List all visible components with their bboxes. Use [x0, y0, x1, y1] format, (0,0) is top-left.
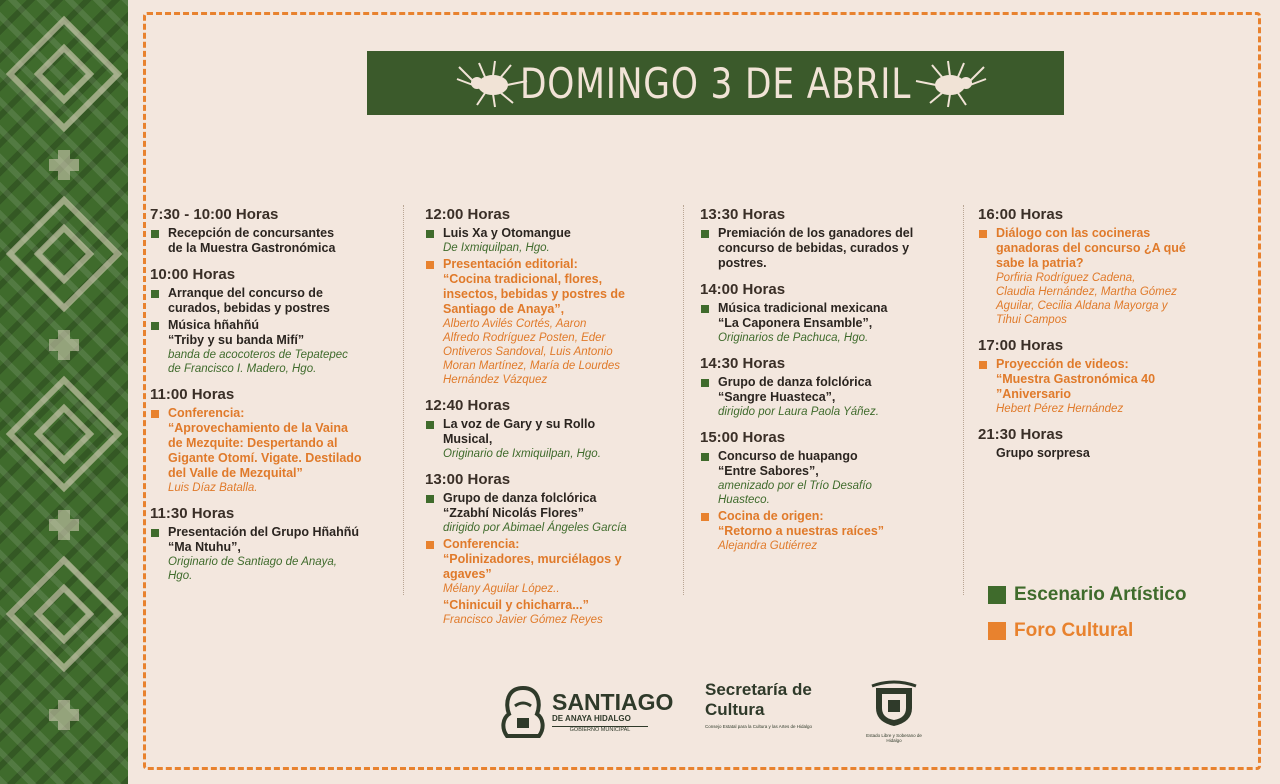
event-title-line: Conferencia: — [443, 537, 520, 551]
event-detail-line: Originario de Santiago de Anaya, — [168, 556, 337, 568]
schedule-event — [425, 257, 680, 387]
schedule-event — [700, 449, 955, 507]
event-title-line: curados, bebidas y postres — [168, 301, 330, 315]
event-title-line: “Polinizadores, murciélagos y — [443, 552, 622, 566]
category-square-icon — [701, 513, 709, 521]
schedule-event — [150, 525, 395, 583]
event-detail-line: de Francisco I. Madero, Hgo. — [168, 363, 317, 375]
schedule-event — [978, 226, 1233, 327]
event-title-line: “Zzabhí Nicolás Flores” — [443, 506, 585, 520]
event-title-line: Concurso de huapango — [718, 449, 858, 463]
schedule-event — [700, 509, 955, 553]
event-detail-line: Hernández Vázquez — [443, 374, 548, 386]
event-title-line: Recepción de concursantes — [168, 226, 335, 240]
event-detail-line: Alberto Avilés Cortés, Aaron — [443, 318, 587, 330]
event-title-line: concurso de bebidas, curados y — [718, 241, 910, 255]
coat-of-arms-icon — [868, 680, 920, 728]
category-square-icon — [701, 305, 709, 313]
time-heading: 13:00 Horas — [425, 471, 511, 488]
schedule-column-3 — [700, 200, 955, 553]
event-detail-line: Mélany Aguilar López.. — [443, 583, 560, 595]
event-detail-line: amenizado por el Trío Desafío — [718, 480, 872, 492]
event-title-line: “La Caponera Ensamble”, — [718, 316, 873, 330]
event-title-line: “Entre Sabores”, — [718, 464, 819, 478]
event-detail-line: Originarios de Pachuca, Hgo. — [718, 332, 869, 344]
cultura-small-text: Consejo Estatal para la Cultura y las Artes de Hidalgo — [705, 724, 813, 729]
category-square-icon — [426, 261, 434, 269]
category-square-icon — [701, 379, 709, 387]
event-title-line: Conferencia: — [168, 406, 245, 420]
event-title-line: Premiación de los ganadores del — [718, 226, 914, 240]
category-square-icon — [151, 230, 159, 238]
event-title-line: Grupo sorpresa — [996, 446, 1090, 460]
event-title-line: “Retorno a nuestras raíces” — [718, 524, 885, 538]
time-heading: 13:30 Horas — [700, 206, 786, 223]
category-square-icon — [426, 421, 434, 429]
cultura-text: Cultura — [705, 700, 765, 719]
event-detail-line: Hgo. — [168, 570, 193, 582]
schedule-event — [978, 446, 1233, 461]
event-detail-line: Claudia Hernández, Martha Gómez — [996, 286, 1177, 298]
event-detail-line: Alfredo Rodríguez Posten, Eder — [443, 332, 606, 344]
category-square-icon — [151, 290, 159, 298]
category-square-icon — [701, 453, 709, 461]
event-title-line: Música hñahñú — [168, 318, 259, 332]
schedule-event — [425, 417, 680, 461]
title-banner — [367, 51, 1064, 115]
event-title-line: La voz de Gary y su Rollo — [443, 417, 596, 431]
event-title-line: Musical, — [443, 432, 493, 446]
time-heading: 12:40 Horas — [425, 397, 511, 414]
event-title-line: “Cocina tradicional, flores, — [443, 272, 603, 286]
event-title-line: sabe la patria? — [996, 256, 1084, 270]
category-square-icon — [151, 322, 159, 330]
event-title-line: de Mezquite: Despertando al — [168, 436, 338, 450]
event-title-line: Grupo de danza folclórica — [718, 375, 872, 389]
event-title-line: de la Muestra Gastronómica — [168, 241, 336, 255]
time-heading: 17:00 Horas — [978, 337, 1064, 354]
time-heading: 11:00 Horas — [150, 386, 235, 403]
legend-label: Foro Cultural — [1014, 620, 1134, 641]
event-title-line: Santiago de Anaya”, — [443, 302, 565, 316]
schedule-event — [978, 357, 1233, 416]
category-square-icon — [151, 529, 159, 537]
schedule-event — [425, 226, 680, 255]
schedule-event — [150, 286, 395, 316]
event-detail-line: Huasteco. — [718, 494, 770, 506]
schedule-event — [425, 491, 680, 535]
event-detail-line: Francisco Javier Gómez Reyes — [443, 614, 603, 626]
category-square-icon — [426, 230, 434, 238]
diamond-pattern-icon — [0, 0, 128, 784]
legend-swatch — [988, 586, 1006, 604]
event-title-line: Proyección de videos: — [996, 357, 1129, 371]
event-detail-line: dirigido por Abimael Ángeles García — [443, 522, 627, 534]
event-detail-line: Hebert Pérez Hernández — [996, 403, 1124, 415]
event-detail-line: dirigido por Laura Paola Yáñez. — [718, 406, 879, 418]
event-title-line: Cocina de origen: — [718, 509, 824, 523]
time-heading: 10:00 Horas — [150, 266, 236, 283]
column-divider — [963, 205, 964, 595]
event-detail-line: De Ixmiquilpan, Hgo. — [443, 242, 550, 254]
event-title-line: “Aprovechamiento de la Vaina — [168, 421, 348, 435]
event-detail-line: Tihui Campos — [996, 314, 1067, 326]
hidalgo-coat-of-arms — [868, 680, 926, 743]
time-heading: 12:00 Horas — [425, 206, 511, 223]
secretaria-logo — [705, 680, 830, 729]
event-title-line: “Sangre Huasteca”, — [718, 390, 836, 404]
insect-right-icon — [912, 57, 988, 109]
legend-item-escenario — [988, 584, 1186, 606]
event-detail-line: Originario de Ixmiquilpan, Hgo. — [443, 448, 601, 460]
event-title-line: del Valle de Mezquital” — [168, 466, 303, 480]
time-heading: 21:30 Horas — [978, 426, 1064, 443]
time-heading: 15:00 Horas — [700, 429, 786, 446]
event-title-line: agaves” — [443, 567, 492, 581]
legend-item-foro — [988, 620, 1186, 642]
secretaria-text: Secretaría de — [705, 680, 812, 699]
event-title-line: “Ma Ntuhu”, — [168, 540, 241, 554]
column-divider — [403, 205, 404, 595]
column-divider — [683, 205, 684, 595]
page-title: DOMINGO 3 DE ABRIL — [519, 58, 912, 108]
event-detail-line: Moran Martínez, María de Lourdes — [443, 360, 621, 372]
event-title-line: Diálogo con las cocineras — [996, 226, 1151, 240]
event-title-line: Presentación editorial: — [443, 257, 578, 271]
time-heading: 14:30 Horas — [700, 355, 786, 372]
event-title-line: “Muestra Gastronómica 40 — [996, 372, 1156, 386]
event-detail-line: Porfiria Rodríguez Cadena, — [996, 272, 1136, 284]
event-detail-line: Ontiveros Sandoval, Luis Antonio — [443, 346, 613, 358]
event-title-line: Gigante Otomí. Vigate. Destilado — [168, 451, 362, 465]
schedule-event — [425, 537, 680, 596]
category-square-icon — [701, 230, 709, 238]
event-detail-line: Aguilar, Cecilia Aldana Mayorga y — [996, 300, 1168, 312]
event-title-line: Música tradicional mexicana — [718, 301, 888, 315]
event-title-line: “Chinicuil y chicharra...” — [443, 598, 589, 612]
legend — [988, 584, 1186, 642]
schedule-column-4 — [978, 200, 1233, 461]
event-detail-line: Alejandra Gutiérrez — [718, 540, 818, 552]
santiago-logo-gov: GOBIERNO MUNICIPAL — [552, 726, 648, 733]
schedule-event — [700, 375, 955, 419]
schedule-column-2 — [425, 200, 680, 627]
event-title-line: insectos, bebidas y postres de — [443, 287, 626, 301]
event-title-line: “Triby y su banda Mifí” — [168, 333, 305, 347]
santiago-logo-sub: DE ANAYA HIDALGO — [552, 714, 631, 723]
schedule-event — [700, 226, 955, 271]
hidalgo-small-text: Estado Libre y Soberano de Hidalgo — [866, 733, 922, 743]
textile-pattern-band — [0, 0, 128, 784]
schedule-event — [150, 318, 395, 376]
event-title-line: Presentación del Grupo Hñahñú — [168, 525, 359, 539]
event-title-line: ganadoras del concurso ¿A qué — [996, 241, 1186, 255]
legend-label: Escenario Artístico — [1014, 584, 1187, 605]
category-square-icon — [979, 230, 987, 238]
time-heading: 11:30 Horas — [150, 505, 235, 522]
event-title-line: Grupo de danza folclórica — [443, 491, 597, 505]
time-heading: 16:00 Horas — [978, 206, 1064, 223]
event-detail-line: Luis Díaz Batalla. — [168, 482, 258, 494]
category-square-icon — [426, 495, 434, 503]
event-title-line: ”Aniversario — [996, 387, 1072, 401]
event-title-line: Luis Xa y Otomangue — [443, 226, 571, 240]
santiago-logo-text: SANTIAGO — [552, 689, 674, 715]
legend-swatch — [988, 622, 1006, 640]
category-square-icon — [151, 410, 159, 418]
category-square-icon — [426, 541, 434, 549]
schedule-event — [150, 406, 395, 495]
event-title-line: postres. — [718, 256, 767, 270]
santiago-emblem-icon — [497, 684, 549, 742]
event-title-line: Arranque del concurso de — [168, 286, 323, 300]
event-detail-line: banda de acocoteros de Tepatepec — [168, 349, 348, 361]
schedule-column-1 — [150, 200, 395, 583]
schedule-event — [150, 226, 395, 256]
category-square-icon — [979, 361, 987, 369]
schedule-event — [425, 598, 680, 627]
time-heading: 7:30 - 10:00 Horas — [150, 206, 279, 223]
schedule-event — [700, 301, 955, 345]
time-heading: 14:00 Horas — [700, 281, 786, 298]
